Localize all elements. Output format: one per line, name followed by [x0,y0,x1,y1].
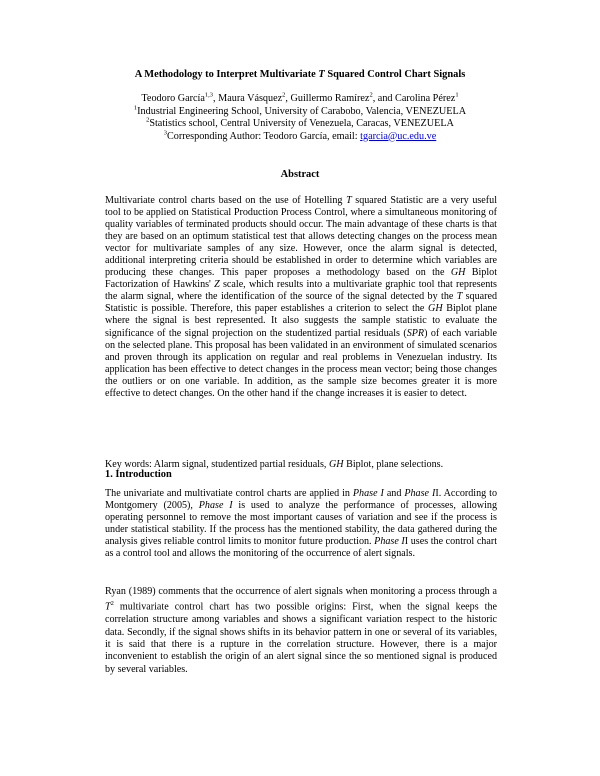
title-text: A Methodology to Interpret Multivariate T Squared Control Chart Signals [134,69,466,80]
affiliation-3: $^3$Corresponding Author: Teodoro García, email: tgarcia@uc.edu.ve [163,129,437,142]
abstract-text: Multivariate control charts based on the use of Hotelling T squared Statistic are a very useful tool to be applied on Statistical Production Process Control, where a simultaneous monitoring of quality variables of terminated products should occur. The main advantage of these charts is that they are based on an optimum statistical test that allows detecting changes on the process mean vector for multivariate samples of any size. However, once the alarm signal is detected, additional interpreting criteria should be established in order to determine which variables are producing these changes. This paper proposes a methodology based on the GH Biplot Factorization of Hawkins' Z scale, which results into a multivariate graphic tool that represents the alarm signal, where the identification of the source of the signal detected by the T squared Statistic is possible. Therefore, this paper establishes a criterion to select the GH Biplot plane where the signal is best represented. It also suggests the sample statistic to evaluate the significance of the signal projection on the studentized partial residuals (SPR) of each variable on the selected plane. This proposal has been validated in an environment of simulated scenarios and proven through its application on regular and real problems in Venezuelan industry. Its application has been effective to detect changes in the process mean vector; being those changes the outliers or on one variable. In addition, as the sample size becomes greater it is more effective to detect changes. On the other hand if the change increases it is easier to detect. [105,195,498,399]
abstract-heading: Abstract [280,169,320,180]
section-heading: 1. Introduction [105,469,172,480]
email-link[interactable]: tgarcia@uc.edu.ve [360,130,437,142]
keywords: Key words: Alarm signal, studentized partial residuals, GH Biplot, plane selections. [105,459,444,470]
paper-title [0,68,600,81]
author-block [0,93,600,143]
authors-line: Teodoro García$^{1,3}$, Maura Vásquez$^2$, Guillermo Ramírez$^2$, and Carolina Pérez$^1$ [141,91,459,104]
affiliation-1: $^1$Industrial Engineering School, University of Carabobo, Valencia, VENEZUELA [133,104,467,117]
intro-paragraph-2: Ryan (1989) comments that the occurrence of alert signals when monitoring a process through a $T^2$ multivariate control chart has two possible origins: First, when the signal keeps the correlation structure among variables and shows a significant variation respect to the historic data. Secondly, if the signal shows shifts in its behavior pattern in one or several of its variables, it is said that there is a rupture in the correlation structure. However, there is a major inconvenient to establish the origin of an alert signal since the so mentioned signal is produced by several variables. [105,586,497,675]
intro-paragraph-1: The univariate and multivatiate control charts are applied in Phase I and Phase II. According to Montgomery (2005), Phase I is used to analyze the performance of processes, allowing operating personnel to remove the most important causes of variation and see if the process is under statistical stability. If the process has the mentioned stability, the data gathered during the analysis gives reliable control limits to monitor future production. Phase II uses the control chart as a control tool and allows the monitoring of the occurrence of alert signals. [105,488,497,560]
affiliation-2: $^2$Statistics school, Central University of Venezuela, Caracas, VENEZUELA [146,116,454,129]
